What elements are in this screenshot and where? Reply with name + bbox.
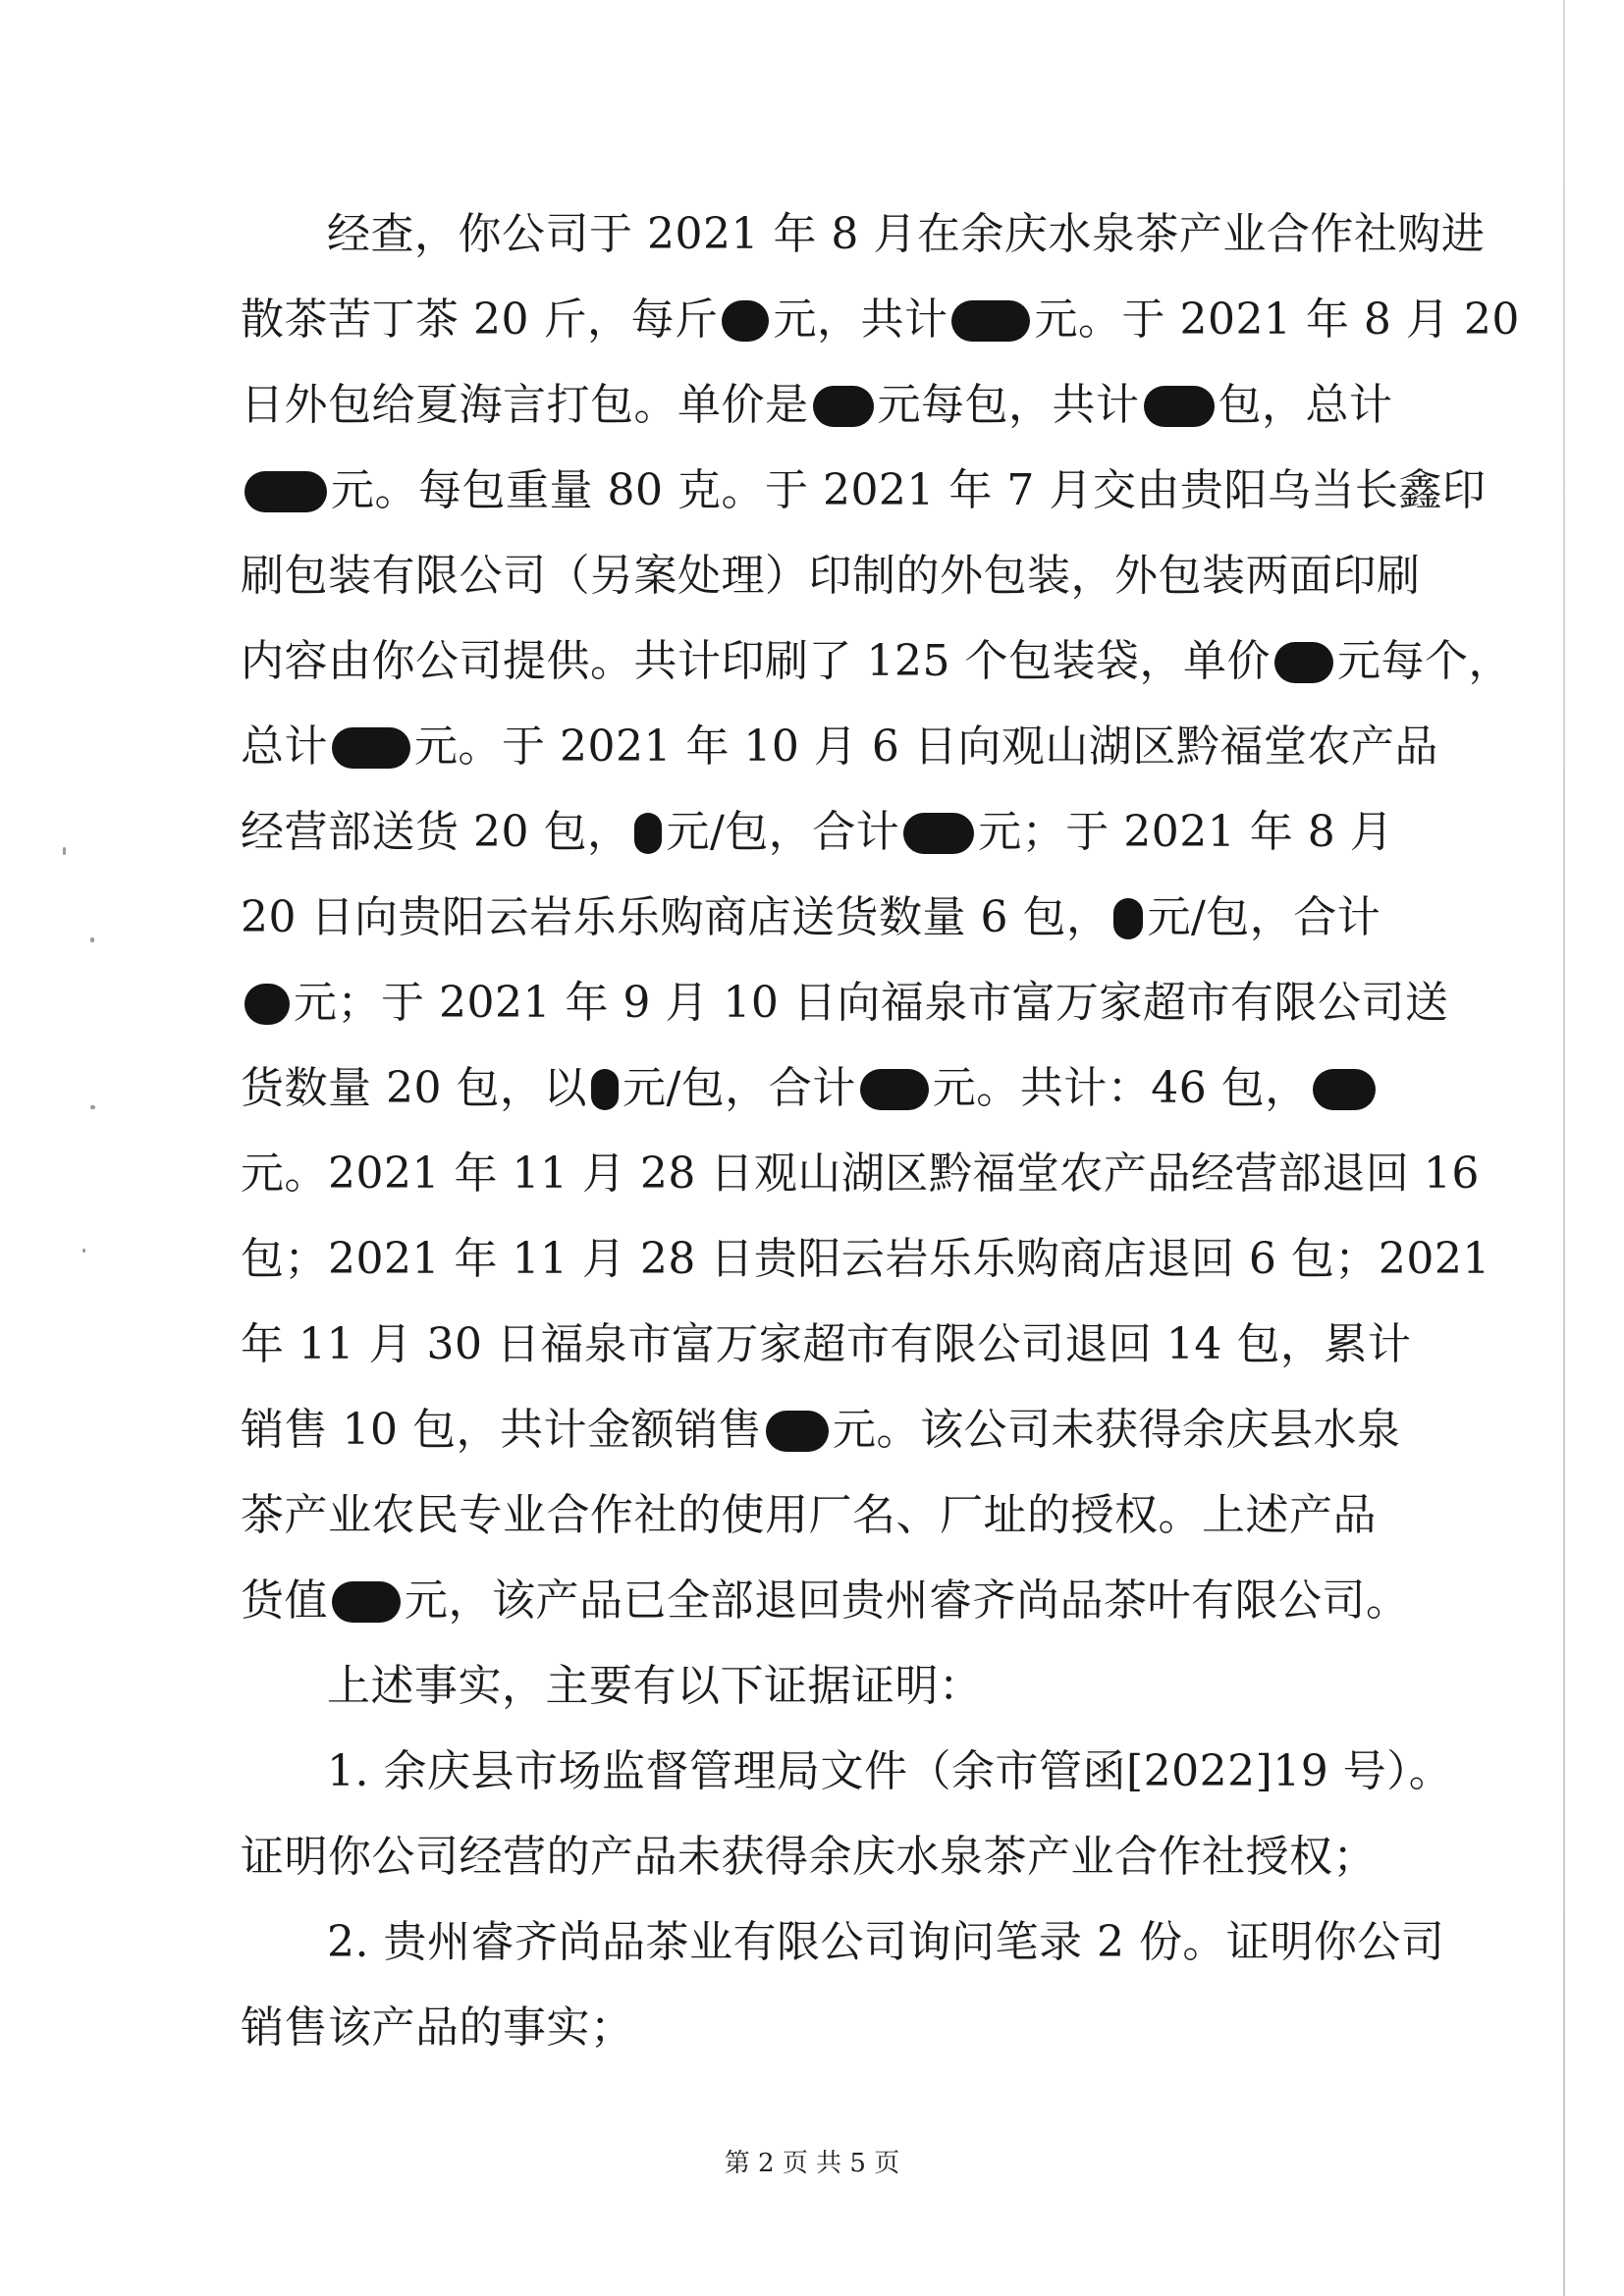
- text-segment: 元。共计：46 包，: [932, 1063, 1309, 1113]
- text-segment: 2. 贵州睿齐尚品茶业有限公司询问笔录 2 份。证明你公司: [327, 1917, 1445, 1967]
- text-segment: 年 11 月 30 日福泉市富万家超市有限公司退回 14 包，累计: [241, 1319, 1412, 1369]
- text-segment: 20 日向贵阳云岩乐乐购商店送货数量 6 包，: [241, 892, 1110, 942]
- text-line: [241, 1729, 1453, 1814]
- text-segment: 日外包给夏海言打包。单价是: [241, 380, 809, 430]
- text-segment: 1. 余庆县市场监督管理局文件（余市管函[2022]19 号）。: [327, 1746, 1453, 1796]
- text-line: [241, 1643, 1370, 1729]
- text-line: [241, 277, 1520, 362]
- text-segment: 货值: [241, 1575, 328, 1626]
- text-segment: 元，共计: [773, 294, 948, 345]
- text-line: [241, 1814, 1377, 1899]
- scan-speck: [90, 937, 94, 942]
- scan-speck: [90, 1105, 95, 1109]
- redaction-mark: [813, 386, 874, 427]
- text-line: [241, 191, 1486, 277]
- redaction-mark: [591, 1069, 619, 1110]
- redaction-mark: [1144, 386, 1215, 427]
- text-segment: 元/包，合计: [1147, 892, 1381, 942]
- text-segment: 销售该产品的事实；: [241, 2002, 634, 2053]
- scan-speck: [82, 1249, 85, 1253]
- text-line: [241, 875, 1381, 960]
- text-segment: 元；于 2021 年 9 月 10 日向福泉市富万家超市有限公司送: [294, 978, 1449, 1028]
- page-number-footer: 第 2 页 共 5 页: [724, 2149, 900, 2178]
- text-segment: 元。于 2021 年 10 月 6 日向观山湖区黔福堂农产品: [414, 721, 1438, 772]
- redaction-mark: [332, 1581, 401, 1623]
- text-segment: 货数量 20 包，以: [241, 1063, 587, 1113]
- text-line: [241, 704, 1438, 789]
- text-segment: 内容由你公司提供。共计印刷了 125 个包装袋，单价: [241, 636, 1271, 686]
- text-segment: 元/包，合计: [666, 807, 900, 857]
- redaction-mark: [332, 727, 410, 769]
- text-line: [241, 1899, 1445, 1985]
- text-segment: 元。该公司未获得余庆县水泉: [832, 1405, 1401, 1455]
- text-segment: 销售 10 包，共计金额销售: [241, 1405, 762, 1455]
- text-segment: 刷包装有限公司（另案处理）印制的外包装，外包装两面印刷: [241, 551, 1421, 601]
- text-line: [241, 448, 1487, 533]
- text-segment: 经查，你公司于 2021 年 8 月在余庆水泉茶产业合作社购进: [327, 209, 1486, 259]
- document-body: [241, 191, 1520, 2070]
- text-line: [241, 1387, 1401, 1472]
- scan-edge-line: [1563, 0, 1565, 2296]
- text-segment: 元/包，合计: [622, 1063, 856, 1113]
- text-segment: 包，总计: [1218, 380, 1393, 430]
- text-segment: 证明你公司经营的产品未获得余庆水泉茶产业合作社授权；: [241, 1832, 1377, 1882]
- text-segment: 元。每包重量 80 克。于 2021 年 7 月交由贵阳乌当长鑫印: [331, 465, 1487, 515]
- text-line: [241, 362, 1393, 448]
- redaction-mark: [722, 300, 769, 342]
- text-segment: 元。2021 年 11 月 28 日观山湖区黔福堂农产品经营部退回 16: [241, 1148, 1480, 1199]
- text-line: [241, 1985, 1370, 2070]
- text-line: [241, 789, 1394, 875]
- redaction-mark: [1274, 642, 1333, 683]
- text-segment: 元；于 2021 年 8 月: [978, 807, 1394, 857]
- text-segment: 茶产业农民专业合作社的使用厂名、厂址的授权。上述产品: [241, 1490, 1377, 1540]
- text-line: [241, 1302, 1412, 1387]
- redaction-mark: [1313, 1069, 1376, 1110]
- redaction-mark: [634, 813, 662, 854]
- redaction-mark: [244, 984, 290, 1025]
- redaction-mark: [903, 813, 974, 854]
- redaction-mark: [244, 471, 327, 512]
- text-segment: 元，该产品已全部退回贵州睿齐尚品茶叶有限公司。: [405, 1575, 1410, 1626]
- text-line: [241, 618, 1512, 704]
- text-segment: 包；2021 年 11 月 28 日贵阳云岩乐乐购商店退回 6 包；2021: [241, 1234, 1490, 1284]
- text-segment: 总计: [241, 721, 328, 772]
- text-line: [241, 960, 1449, 1045]
- redaction-mark: [766, 1411, 829, 1452]
- text-line: [241, 1045, 1370, 1131]
- text-line: [241, 1216, 1490, 1302]
- scan-speck: [63, 847, 66, 855]
- redaction-mark: [1113, 898, 1143, 939]
- text-line: [241, 1472, 1377, 1558]
- text-line: [241, 533, 1421, 618]
- text-segment: 散茶苦丁茶 20 斤，每斤: [241, 294, 719, 345]
- text-segment: 经营部送货 20 包，: [241, 807, 631, 857]
- text-line: [241, 1558, 1410, 1643]
- text-segment: 元每包，共计: [877, 380, 1140, 430]
- redaction-mark: [951, 300, 1030, 342]
- text-line: [241, 1131, 1480, 1216]
- text-segment: 上述事实，主要有以下证据证明：: [327, 1661, 983, 1711]
- redaction-mark: [860, 1069, 929, 1110]
- text-segment: 元。于 2021 年 8 月 20: [1034, 294, 1520, 345]
- text-segment: 元每个，: [1336, 636, 1512, 686]
